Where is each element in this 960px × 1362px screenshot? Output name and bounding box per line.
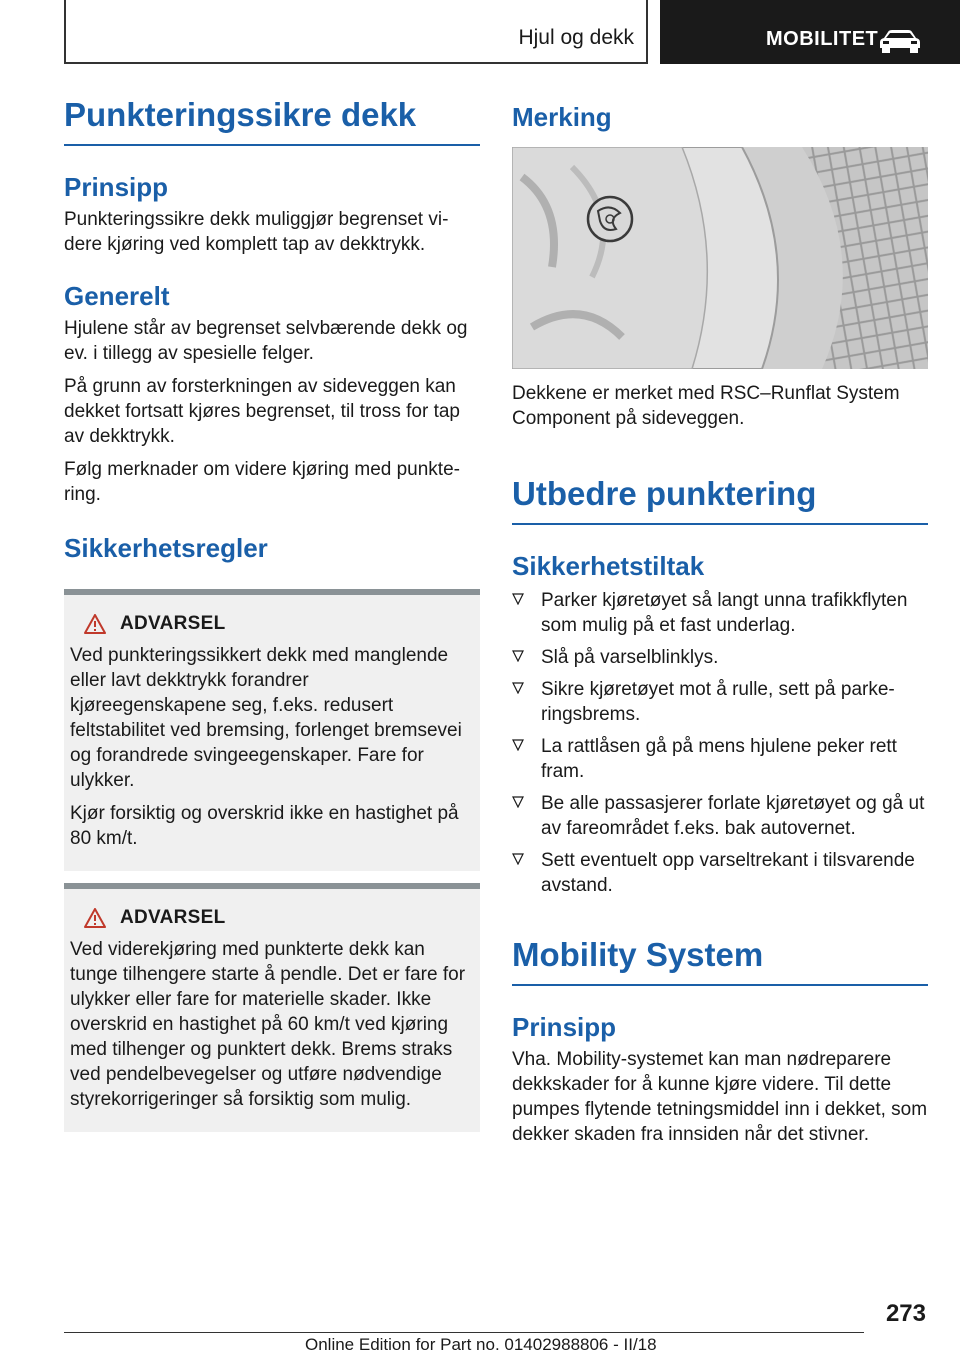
triangle-bullet-icon <box>512 853 524 865</box>
list-item <box>512 791 928 841</box>
triangle-bullet-icon <box>512 593 524 605</box>
right-column <box>512 96 928 1147</box>
heading-sikkerhetsregler: Sikkerhetsregler <box>64 533 268 564</box>
list-item <box>512 677 928 727</box>
generelt-paragraph-1: Hjulene står av begrenset selvbærende dekk og ev. i tillegg av spesielle felger. <box>64 318 468 365</box>
mobility-text: Vha. Mobility-systemet kan man nødreparere dekkskader for å kunne kjøre videre. Til dette pumpes flytende tetningsmiddel inn i dekket, som dekker skaden fra innsiden når det stivner. <box>512 1049 928 1146</box>
heading-generelt: Generelt <box>64 281 170 312</box>
safety-steps-list <box>512 588 928 898</box>
warning-header <box>70 907 470 929</box>
car-icon <box>876 28 924 54</box>
list-item <box>512 848 928 898</box>
heading-sikkerhetstiltak: Sikkerhetstiltak <box>512 551 705 582</box>
section-title-mobility: Mobility System <box>512 936 764 974</box>
triangle-bullet-icon <box>512 682 524 694</box>
header-section-title: Hjul og dekk <box>518 26 634 49</box>
footer-edition: Online Edition for Part no. 01402988806 - II/18 <box>305 1335 657 1354</box>
warning-box-1 <box>64 589 480 871</box>
heading-prinsipp: Prinsipp <box>64 171 169 202</box>
warning-box-2 <box>64 883 480 1132</box>
triangle-bullet-icon <box>512 650 524 662</box>
list-item <box>512 645 928 670</box>
title-rule <box>64 144 480 146</box>
prinsipp-text: Punkteringssikre dekk muliggjør begrenset videre kjøring ved komplett tap av dekktrykk. <box>64 209 449 256</box>
heading-merking: Merking <box>512 102 612 132</box>
footer-rule <box>64 1332 864 1333</box>
list-item-text: Be alle passasjerer forlate kjøretøyet og gå ut av fareområdet f.eks. bak autovernet. <box>541 793 925 840</box>
list-item-text: Slå på varselblinklys. <box>541 647 719 669</box>
triangle-bullet-icon <box>512 796 524 808</box>
list-item-text: Sett eventuelt opp varseltrekant i tilsvarende avstand. <box>541 850 915 897</box>
warning-1-text-1: Ved punkteringssikkert dekk med manglende eller lavt dekktrykk forandrer kjøreegenskapene seg, f.eks. redusert feltstabilitet ved bremsing, forlenget bremsevei og forandrede svingeegenskaper. Fare for ulykker. <box>70 644 462 791</box>
triangle-bullet-icon <box>512 739 524 751</box>
heading-mobility-prinsipp: Prinsipp <box>512 1012 617 1043</box>
list-item-text: Parker kjøretøyet så langt unna trafikkflyten som mulig på et fast underlag. <box>541 590 908 637</box>
warning-title: ADVARSEL <box>120 906 226 928</box>
warning-1-text-2: Kjør forsiktig og overskrid ikke en hastighet på 80 km/t. <box>70 802 459 849</box>
list-item <box>512 734 928 784</box>
warning-2-text: Ved viderekjøring med punkterte dekk kan tunge tilhengere starte å pendle. Det er fare for ulykker eller fare for materielle skader. Ikke overskrid en hastighet på 60 km/t ved kjøring med tilhenger og punktert dekk. Brems straks ved pendelbevegelser og utføre nødvendige styrekorrigeringer så forsiktig som mulig. <box>70 938 466 1110</box>
title-rule <box>512 523 928 525</box>
title-rule <box>512 984 928 986</box>
page-number: 273 <box>885 1300 926 1327</box>
warning-triangle-icon <box>84 614 106 634</box>
tire-sidewall-illustration <box>512 147 928 369</box>
warning-header <box>70 613 470 635</box>
warning-title: ADVARSEL <box>120 612 226 634</box>
warning-triangle-icon <box>84 908 106 928</box>
section-title-utbedre: Utbedre punktering <box>512 475 817 513</box>
list-item-text: Sikre kjøretøyet mot å rulle, sett på parkeringsbrems. <box>541 679 895 726</box>
list-item <box>512 588 928 638</box>
generelt-paragraph-3: Følg merknader om videre kjøring med punktering. <box>64 459 460 506</box>
merking-text: Dekkene er merket med RSC–Runflat System Component på sideveggen. <box>512 383 900 430</box>
section-title-punkteringssikre: Punkteringssikre dekk <box>64 96 417 133</box>
list-item-text: La rattlåsen gå på mens hjulene peker rett fram. <box>541 736 897 783</box>
left-column <box>64 96 480 1132</box>
generelt-paragraph-2: På grunn av forsterkningen av sideveggen kan dekket fortsatt kjøres begrenset, til tross for tap av dekktrykk. <box>64 376 460 448</box>
header-chapter-label: MOBILITET <box>766 27 879 50</box>
